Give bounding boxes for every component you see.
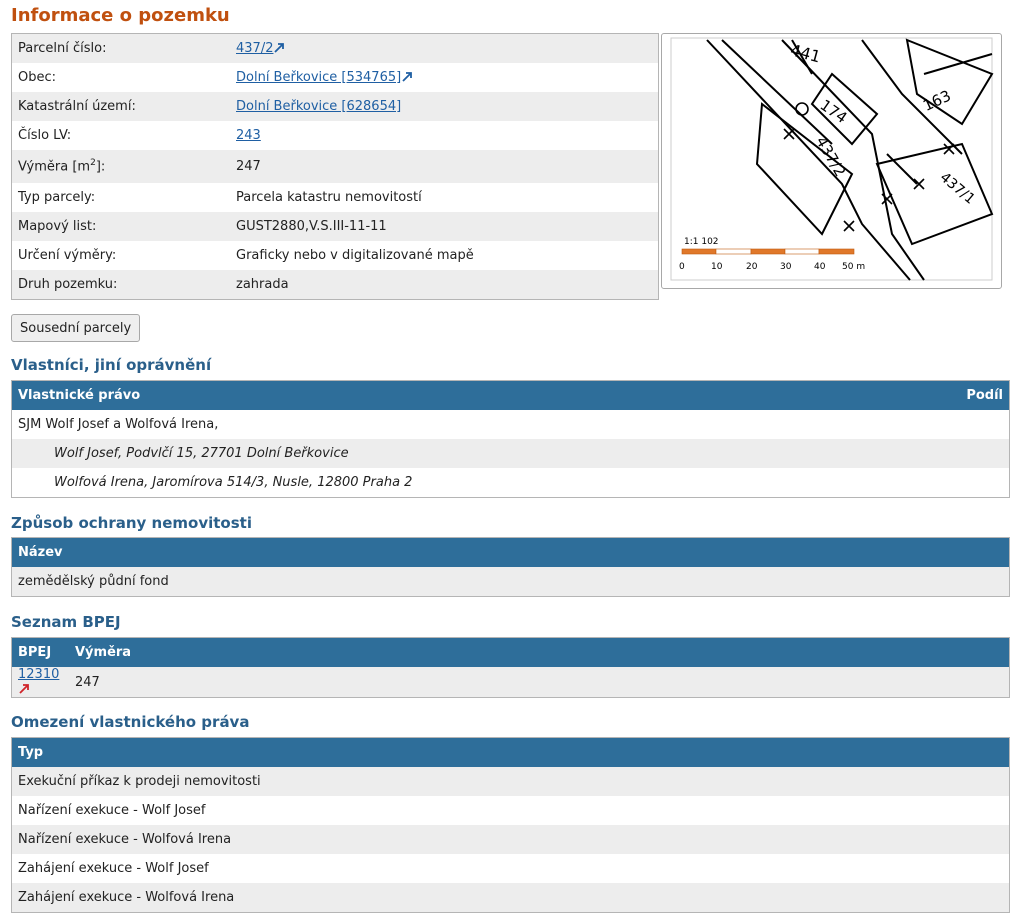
- restriction-item: Zahájení exekuce - Wolf Josef: [12, 854, 1010, 883]
- table-header-row: [12, 381, 1010, 411]
- table-row: [12, 667, 1010, 698]
- info-row: [12, 241, 659, 270]
- map-scale-tick: 40: [814, 262, 826, 272]
- info-value: [230, 34, 659, 64]
- map-scale-tick: 0: [679, 262, 685, 272]
- map-label: 174: [816, 95, 851, 128]
- info-value: [230, 121, 659, 150]
- restriction-item: Zahájení exekuce - Wolfová Irena: [12, 883, 1010, 913]
- map-label: 437/1: [936, 169, 978, 208]
- info-row: [12, 92, 659, 121]
- info-row: [12, 183, 659, 212]
- table-row: [12, 567, 1010, 597]
- info-value: 247: [230, 150, 659, 183]
- bpej-code-cell: [12, 667, 70, 698]
- lv-number-link[interactable]: 243: [236, 128, 261, 143]
- restriction-item: Nařízení exekuce - Wolf Josef: [12, 796, 1010, 825]
- restrictions-heading: Omezení vlastnického práva: [11, 713, 250, 731]
- column-header-name: Název: [12, 538, 1010, 568]
- column-header-area: Výměra: [69, 638, 1010, 668]
- info-row: [12, 34, 659, 64]
- bpej-heading: Seznam BPEJ: [11, 613, 121, 631]
- map-label: 441: [788, 40, 823, 67]
- info-label: Katastrální území:: [12, 92, 231, 121]
- map-scale-tick: 10: [711, 262, 723, 272]
- external-link-icon[interactable]: [274, 43, 284, 53]
- table-row: [12, 883, 1010, 913]
- info-label: Číslo LV:: [12, 121, 231, 150]
- map-label: 163: [920, 86, 954, 115]
- info-label: Mapový list:: [12, 212, 231, 241]
- owner-member: Wolfová Irena, Jaromírova 514/3, Nusle, 12800 Praha 2: [12, 468, 1010, 498]
- bpej-table: [11, 637, 1010, 698]
- cadastral-area-link[interactable]: Dolní Beřkovice [628654]: [236, 99, 402, 114]
- info-value: [230, 63, 659, 92]
- info-row: [12, 63, 659, 92]
- info-value: GUST2880,V.S.III-11-11: [230, 212, 659, 241]
- info-value: Graficky nebo v digitalizované mapě: [230, 241, 659, 270]
- map-scale-ratio: 1:1 102: [684, 237, 719, 247]
- owner-member: Wolf Josef, Podvlčí 15, 27701 Dolní Beřkovice: [12, 439, 1010, 468]
- cadastral-map[interactable]: [661, 33, 1002, 289]
- area-label-prefix: Výměra [m: [18, 159, 91, 175]
- info-row: [12, 212, 659, 241]
- map-scale-bar: [682, 249, 854, 254]
- table-row: [12, 825, 1010, 854]
- external-link-icon[interactable]: [19, 684, 29, 694]
- table-row: [12, 439, 1010, 468]
- area-label-suffix: ]:: [95, 159, 106, 175]
- bpej-code-link[interactable]: 12310: [18, 667, 60, 682]
- protection-heading: Způsob ochrany nemovitosti: [11, 514, 252, 532]
- bpej-area-cell: 247: [69, 667, 1010, 698]
- info-row: [12, 121, 659, 150]
- external-link-icon[interactable]: [402, 72, 412, 82]
- table-header-row: [12, 738, 1010, 768]
- table-row: [12, 767, 1010, 796]
- info-value: Parcela katastru nemovitostí: [230, 183, 659, 212]
- column-header-type: Typ: [12, 738, 1010, 768]
- map-scale-tick: 50 m: [842, 262, 866, 272]
- protection-table: [11, 537, 1010, 597]
- page-title: Informace o pozemku: [11, 5, 230, 26]
- info-label: Druh pozemku:: [12, 270, 231, 300]
- owners-heading: Vlastníci, jiní oprávnění: [11, 356, 212, 374]
- protection-item: zemědělský půdní fond: [12, 567, 1010, 597]
- owners-table: [11, 380, 1010, 498]
- table-row: [12, 468, 1010, 498]
- column-header-bpej: BPEJ: [12, 638, 70, 668]
- info-label: Typ parcely:: [12, 183, 231, 212]
- table-header-row: [12, 638, 1010, 668]
- table-row: [12, 410, 1010, 439]
- info-label: Obec:: [12, 63, 231, 92]
- table-row: [12, 854, 1010, 883]
- area-label-sup: 2: [90, 158, 96, 169]
- owner-group: SJM Wolf Josef a Wolfová Irena,: [12, 410, 1010, 439]
- column-header-right: Vlastnické právo: [12, 381, 743, 411]
- map-scale-tick: 30: [780, 262, 792, 272]
- info-label: Parcelní číslo:: [12, 34, 231, 64]
- restriction-item: Nařízení exekuce - Wolfová Irena: [12, 825, 1010, 854]
- info-value: [230, 92, 659, 121]
- info-row: [12, 270, 659, 300]
- column-header-share: Podíl: [742, 381, 1009, 411]
- restrictions-table: [11, 737, 1010, 913]
- map-scale-tick: 20: [746, 262, 758, 272]
- map-image[interactable]: [662, 34, 1001, 288]
- info-value: zahrada: [230, 270, 659, 300]
- table-header-row: [12, 538, 1010, 568]
- table-row: [12, 796, 1010, 825]
- map-label: 437/2: [812, 133, 850, 180]
- info-row: [12, 150, 659, 183]
- parcel-number-link[interactable]: 437/2: [236, 41, 274, 56]
- municipality-link[interactable]: Dolní Beřkovice [534765]: [236, 70, 402, 85]
- neighbor-parcels-button[interactable]: Sousední parcely: [11, 314, 140, 342]
- restriction-item: Exekuční příkaz k prodeji nemovitosti: [12, 767, 1010, 796]
- parcel-info-table: [11, 33, 659, 300]
- info-label: Určení výměry:: [12, 241, 231, 270]
- info-label: [12, 150, 231, 183]
